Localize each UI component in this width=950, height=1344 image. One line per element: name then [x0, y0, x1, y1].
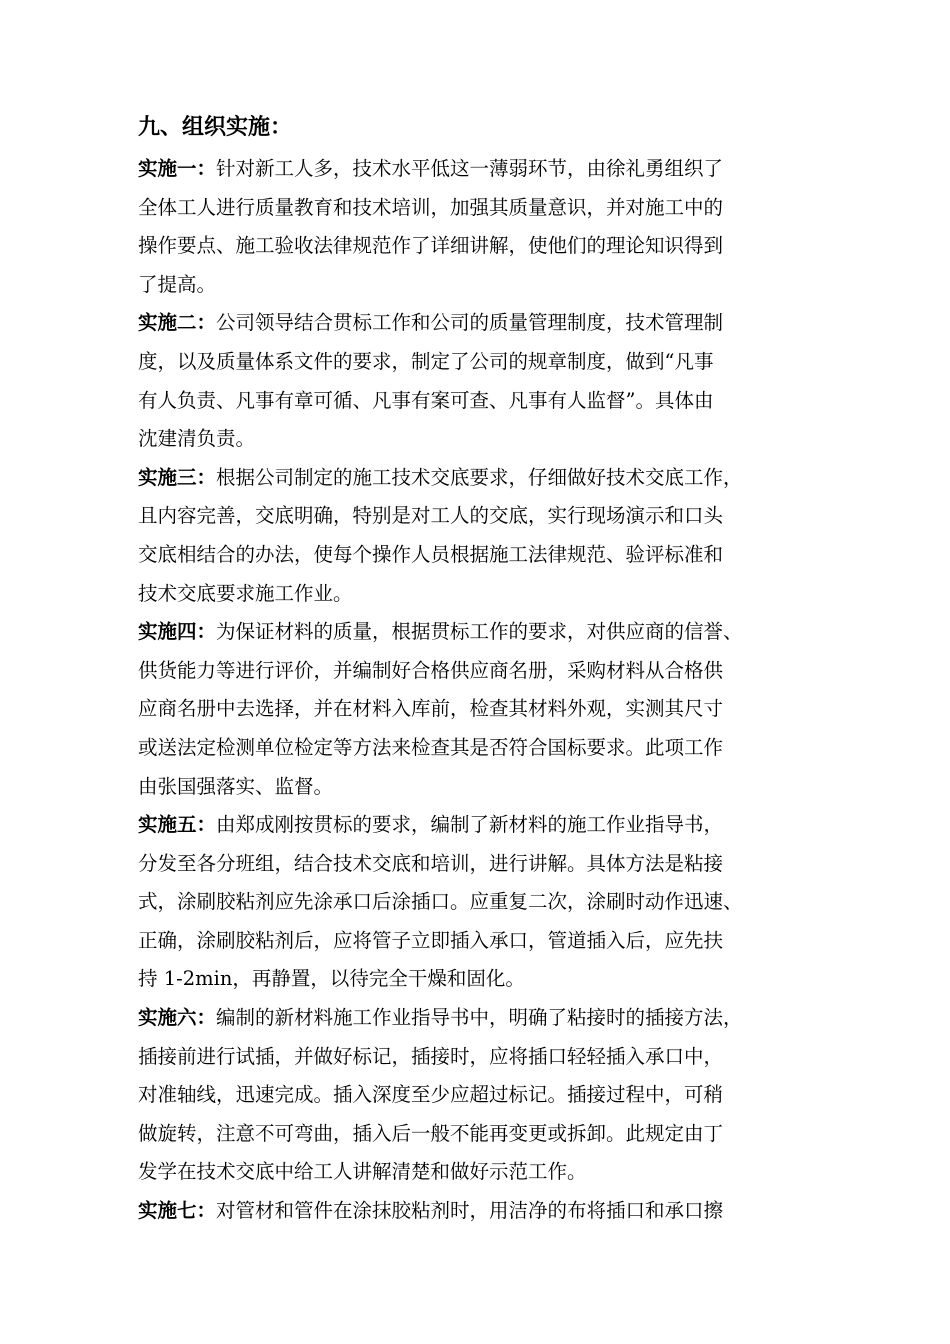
paragraph-text: 操作要点、施工验收法律规范作了详细讲解，使他们的理论知识得到: [138, 234, 724, 258]
implementation-paragraph-7: [138, 1192, 843, 1231]
paragraph-text: 正确，涂刷胶粘剂后，应将管子立即插入承口，管道插入后，应先扶: [138, 928, 724, 952]
paragraph-label: 实施七：: [138, 1199, 217, 1223]
implementation-paragraph-3: [138, 459, 843, 613]
paragraph-text: 供货能力等进行评价，并编制好合格供应商名册，采购材料从合格供: [138, 658, 724, 682]
paragraph-text: 且内容完善，交底明确，特别是对工人的交底，实行现场演示和口头: [138, 504, 724, 528]
paragraph-text: 沈建清负责。: [138, 427, 256, 451]
paragraph-text: 或送法定检测单位检定等方法来检查其是否符合国标要求。此项工作: [138, 735, 724, 759]
paragraph-text: 分发至各分班组，结合技术交底和培训，进行讲解。具体方法是粘接: [138, 851, 724, 875]
paragraph-text: 对准轴线，迅速完成。插入深度至少应超过标记。插接过程中，可稍: [138, 1083, 724, 1107]
paragraph-text: 插接前进行试插，并做好标记，插接时，应将插口轻轻插入承口中，: [138, 1044, 724, 1068]
paragraph-text: 公司领导结合贯标工作和公司的质量管理制度，技术管理制: [216, 311, 724, 335]
implementation-paragraph-2: [138, 304, 843, 458]
paragraph-label: 实施四：: [138, 620, 217, 644]
paragraph-label: 实施五：: [138, 813, 217, 837]
paragraph-text: 做旋转，注意不可弯曲，插入后一般不能再变更或拆卸。此规定由丁: [138, 1121, 724, 1145]
paragraph-text: 交底相结合的办法，使每个操作人员根据施工法律规范、验评标准和: [138, 542, 724, 566]
paragraph-label: 实施六：: [138, 1006, 217, 1030]
implementation-paragraph-5: [138, 806, 843, 999]
paragraph-text: 式，涂刷胶粘剂应先涂承口后涂插口。应重复二次，涂刷时动作迅速、: [138, 890, 743, 914]
paragraph-text: 由郑成刚按贯标的要求，编制了新材料的施工作业指导书，: [216, 813, 724, 837]
paragraph-text: 编制的新材料施工作业指导书中，明确了粘接时的插接方法，: [216, 1006, 743, 1030]
implementation-paragraph-6: [138, 999, 843, 1192]
paragraph-text: 为保证材料的质量，根据贯标工作的要求，对供应商的信誉、: [216, 620, 743, 644]
paragraph-text: 应商名册中去选择，并在材料入库前，检查其材料外观，实测其尺寸: [138, 697, 724, 721]
paragraph-text: 发学在技术交底中给工人讲解清楚和做好示范工作。: [138, 1160, 587, 1184]
paragraph-text: 技术交底要求施工作业。: [138, 581, 353, 605]
paragraph-text: 持 1-2min，再静置，以待完全干燥和固化。: [138, 967, 525, 991]
paragraph-text: 针对新工人多，技术水平低这一薄弱环节，由徐礼勇组织了: [216, 157, 724, 180]
paragraph-label: 实施三：: [138, 465, 217, 489]
paragraph-label: 实施一：: [138, 157, 217, 180]
paragraph-text: 全体工人进行质量教育和技术培训，加强其质量意识，并对施工中的: [138, 195, 724, 219]
implementation-paragraph-4: [138, 613, 843, 806]
paragraph-text: 由张国强落实、监督。: [138, 774, 334, 798]
document-body: [138, 110, 843, 1231]
section-title: 九、组织实施：: [138, 115, 293, 140]
paragraph-text: 根据公司制定的施工技术交底要求，仔细做好技术交底工作，: [216, 465, 743, 489]
paragraph-text: 对管材和管件在涂抹胶粘剂时，用洁净的布将插口和承口擦: [216, 1199, 724, 1223]
paragraph-text: 有人负责、凡事有章可循、凡事有案可查、凡事有人监督”。具体由: [138, 388, 714, 412]
implementation-paragraph-1: [138, 150, 843, 304]
paragraph-label: 实施二：: [138, 311, 217, 335]
paragraph-text: 了提高。: [138, 272, 217, 296]
paragraph-text: 度，以及质量体系文件的要求，制定了公司的规章制度，做到“凡事: [138, 349, 714, 373]
